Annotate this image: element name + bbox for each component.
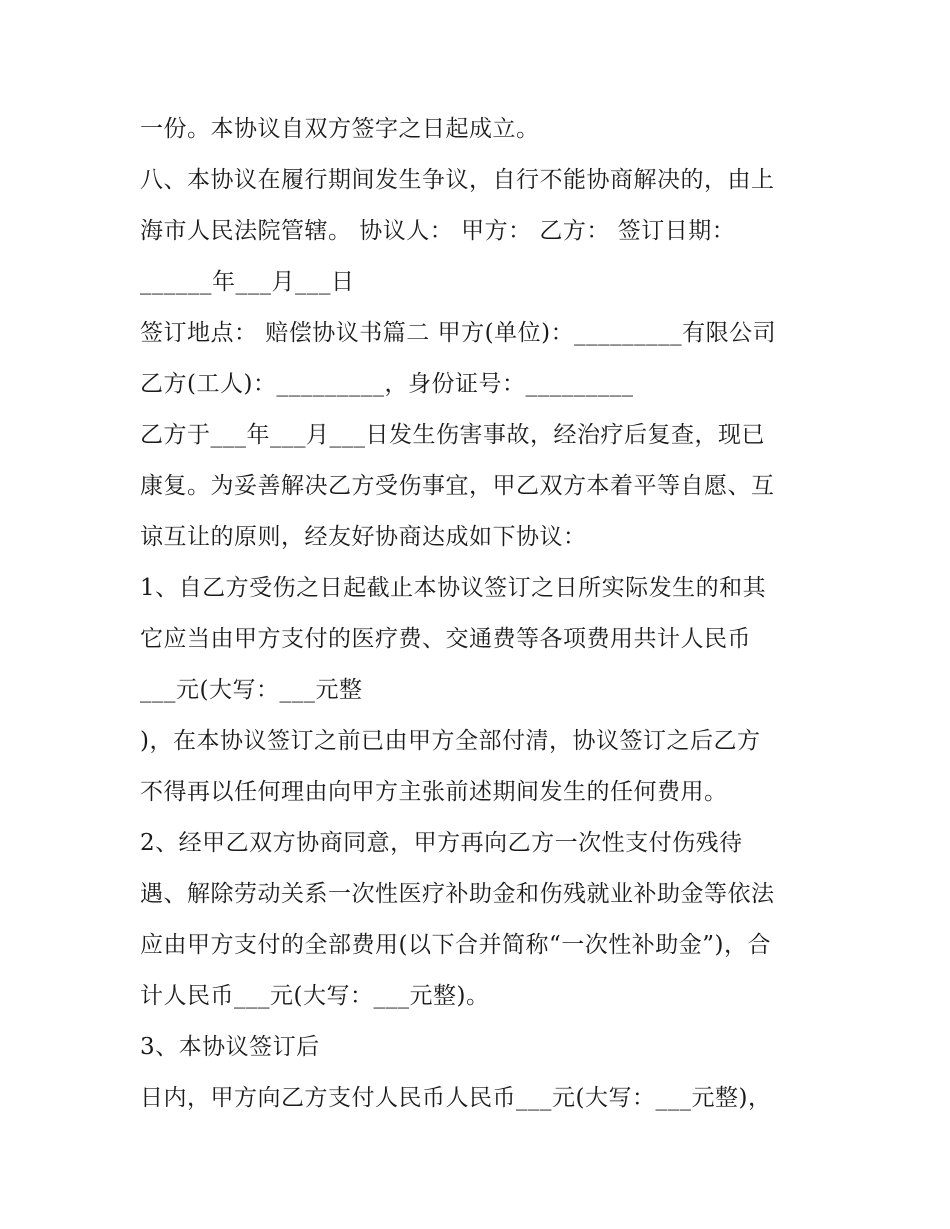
text-line: 2、经甲乙双方协商同意，甲方再向乙方一次性支付伤残待 — [140, 830, 743, 856]
text-line: 一份。本协议自双方签字之日起成立。 — [140, 116, 540, 142]
text-line: 3、本协议签订后 — [140, 1034, 320, 1060]
text-line: 谅互让的原则，经友好协商达成如下协议： — [140, 524, 587, 550]
text-line: ______年___月___日 — [140, 269, 355, 295]
text-line: 计人民币___元(大写：___元整)。 — [140, 983, 490, 1009]
text-line: 乙方于___年___月___日发生伤害事故，经治疗后复查，现已 — [140, 422, 765, 448]
text-line: )，在本协议签订之前已由甲方全部付清，协议签订之后乙方 — [140, 728, 761, 754]
text-line: 应由甲方支付的全部费用(以下合并简称“一次性补助金”)，合 — [140, 932, 771, 958]
text-line: ___元(大写：___元整 — [140, 677, 363, 703]
text-line: 签订地点： 赔偿协议书篇二 甲方(单位)：_________有限公司 — [140, 320, 777, 346]
text-line: 1、自乙方受伤之日起截止本协议签订之日所实际发生的和其 — [140, 575, 767, 601]
text-line: 乙方(工人)：_________，身份证号：_________ — [140, 371, 634, 397]
text-line: 遇、解除劳动关系一次性医疗补助金和伤残就业补助金等依法 — [140, 881, 775, 907]
text-line: 不得再以任何理由向甲方主张前述期间发生的任何费用。 — [140, 779, 728, 805]
text-line: 康复。为妥善解决乙方受伤事宜，甲乙双方本着平等自愿、互 — [140, 473, 775, 499]
text-line: 日内，甲方向乙方支付人民币人民币___元(大写：___元整)， — [140, 1085, 772, 1111]
text-line: 它应当由甲方支付的医疗费、交通费等各项费用共计人民币 — [140, 626, 751, 652]
text-line: 八、本协议在履行期间发生争议，自行不能协商解决的，由上 — [140, 167, 775, 193]
text-line: 海市人民法院管辖。 协议人： 甲方： 乙方： 签订日期： — [140, 218, 736, 244]
